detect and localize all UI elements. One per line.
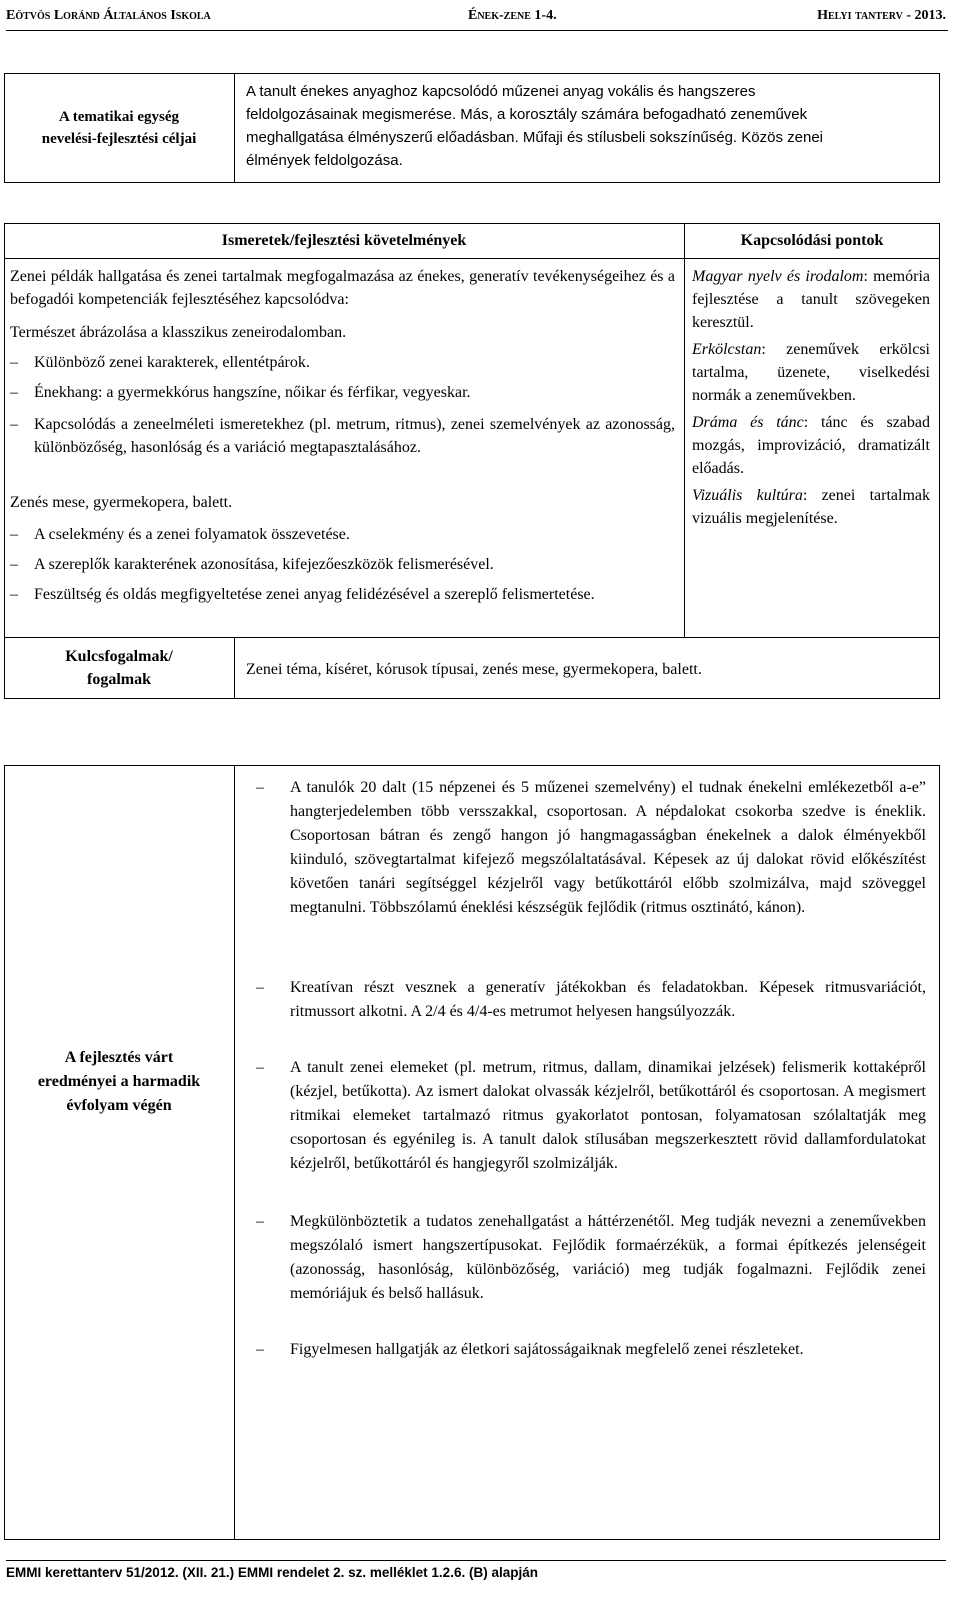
requirements-heading: Ismeretek/fejlesztési követelmények	[221, 232, 467, 249]
connection-item: Vizuális kultúra: zenei tartalmak vizuális megjelenítése.	[692, 487, 930, 527]
outcomes-label: A fejlesztés várt eredményei a harmadik évfolyam végén	[37, 1049, 201, 1114]
keywords-label: Kulcsfogalmak/ fogalmak	[65, 648, 173, 688]
connection-item: Erkölcstan: zeneművek erkölcsi tartalma, üzenete, viselkedési normák a zeneművekben.	[692, 341, 930, 404]
goals-text: A tanult énekes anyaghoz kapcsolódó műzenei anyag vokális és hangszeres feldolgozásainak megismerése. Más, a korosztály számára befogadható zeneművek meghallgatása élményszerű előadásban. Műfaji és stílusbeli sokszínűség. Közös zenei élmények feldolgozása.	[246, 83, 823, 169]
connections-content	[692, 265, 930, 530]
section1-title: Természet ábrázolása a klasszikus zeneirodalomban.	[10, 324, 347, 341]
goals-label: A tematikai egység nevelési-fejlesztési céljai	[41, 109, 197, 147]
section2-title: Zenés mese, gyermekopera, balett.	[10, 494, 233, 511]
connection-item: Magyar nyelv és irodalom: memória fejlesztése a tanult szövegeken keresztül.	[692, 268, 930, 331]
subject-name: Ének-zene 1-4.	[468, 8, 557, 23]
school-name: Eötvös Loránd Általános Iskola	[6, 8, 211, 23]
keywords-text: Zenei téma, kíséret, kórusok típusai, zenés mese, gyermekopera, balett.	[246, 661, 702, 678]
curriculum-label: Helyi tanterv - 2013.	[817, 8, 946, 23]
requirements-intro: Zenei példák hallgatása és zenei tartalmak megfogalmazása az énekes, generatív tevékenységeihez és a befogadói kompetenciák fejlesztéséhez kapcsolódva:	[10, 268, 675, 308]
page-header	[6, 4, 948, 31]
page-footer: EMMI kerettanterv 51/2012. (XII. 21.) EMMI rendelet 2. sz. melléklet 1.2.6. (B) alapján	[6, 1560, 946, 1580]
requirements-content: Zenei példák hallgatása és zenei tartalmak megfogalmazása az énekes, generatív tevékenységeihez és a befogadói kompetenciák fejlesztéséhez kapcsolódva: Természet ábrázolása a klasszikus zeneirodalomban. – Különböző zenei karakterek, ellentétpárok. – Énekhang: a gyermekkórus hangszíne, nőikar és férfikar, vegyeskar. – Kapcsolódás a zeneelméleti ismeretekhez (pl. metrum, ritmus), zenei szemelvények az azonosság, különbözőség, hasonlóság és a variáció megtapasztalásához. Zenés mese, gyermekopera, balett. – A cselekmény és a zenei folyamatok összevetése. – A szereplők karakterének azonosítása, kifejezőeszközök felismerésével. – Feszültség és oldás megfigyeltetése zenei anyag felidézésével a szereplő felismertetése.	[10, 265, 675, 635]
connection-item: Dráma és tánc: tánc és szabad mozgás, improvizáció, dramatizált előadás.	[692, 414, 930, 477]
connections-heading: Kapcsolódási pontok	[740, 232, 884, 249]
